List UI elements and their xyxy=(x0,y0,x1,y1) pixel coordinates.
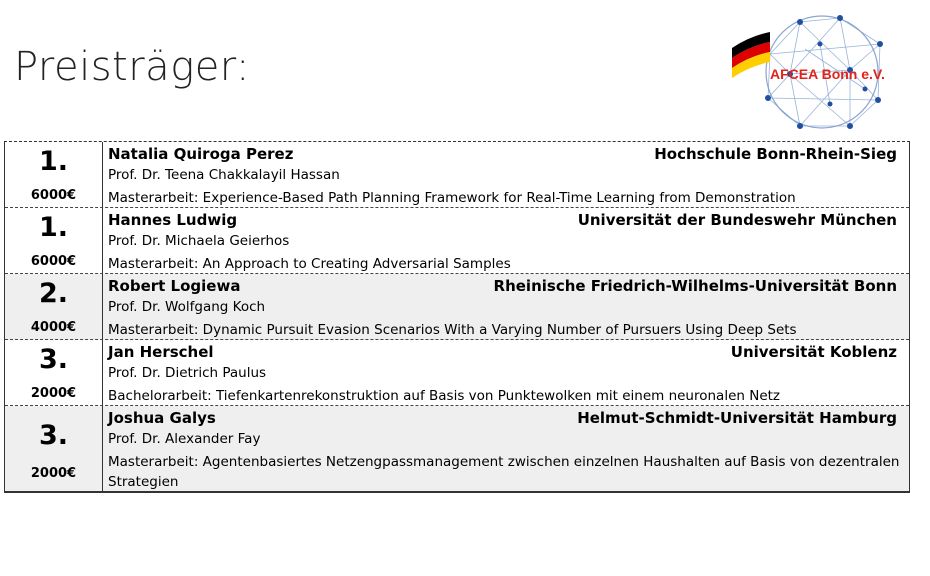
logo-text: AFCEA Bonn e.V. xyxy=(770,66,885,82)
winner-name: Jan Herschel xyxy=(108,343,214,361)
rank-cell xyxy=(5,274,103,339)
prize-amount: 4000€ xyxy=(30,320,77,335)
afcea-logo xyxy=(730,14,920,134)
rank-cell xyxy=(5,208,103,273)
winners-table xyxy=(4,141,910,493)
rank-cell xyxy=(5,142,103,207)
university-name: Hochschule Bonn-Rhein-Sieg xyxy=(654,145,897,163)
university-name: Universität der Bundeswehr München xyxy=(577,211,897,229)
advisor-name: Prof. Dr. Dietrich Paulus xyxy=(108,365,267,381)
thesis-title: Masterarbeit: Experience-Based Path Planning Framework for Real-Time Learning from Demonstration xyxy=(108,190,796,206)
page-title: Preisträger: xyxy=(14,44,251,90)
prize-amount: 2000€ xyxy=(30,386,77,401)
advisor-name: Prof. Dr. Michaela Geierhos xyxy=(108,233,290,249)
university-name: Universität Koblenz xyxy=(730,343,897,361)
thesis-title: Masterarbeit: Agentenbasiertes Netzengpassmanagement zwischen einzelnen Haushalten auf Basis von dezentralen Strategien xyxy=(108,454,900,490)
info-cell xyxy=(103,340,909,405)
info-cell xyxy=(103,142,909,207)
thesis-title: Bachelorarbeit: Tiefenkartenrekonstruktion auf Basis von Punktewolken mit einem neuronalen Netz xyxy=(108,388,781,404)
advisor-name: Prof. Dr. Teena Chakkalayil Hassan xyxy=(108,167,340,183)
prize-amount: 2000€ xyxy=(30,466,77,481)
rank-cell xyxy=(5,406,103,491)
prize-amount: 6000€ xyxy=(30,188,77,203)
thesis-title: Masterarbeit: Dynamic Pursuit Evasion Scenarios With a Varying Number of Pursuers Using Deep Sets xyxy=(108,322,797,338)
rank-cell xyxy=(5,340,103,405)
winner-name: Natalia Quiroga Perez xyxy=(108,145,294,163)
place-label: 2. xyxy=(38,278,69,309)
info-cell xyxy=(103,208,909,273)
university-name: Helmut-Schmidt-Universität Hamburg xyxy=(577,409,897,427)
university-name: Rheinische Friedrich-Wilhelms-Universität Bonn xyxy=(493,277,897,295)
winner-row xyxy=(5,208,909,274)
german-flag-icon xyxy=(732,32,770,78)
info-cell xyxy=(103,406,909,491)
place-label: 3. xyxy=(38,344,69,375)
advisor-name: Prof. Dr. Alexander Fay xyxy=(108,431,261,447)
winner-name: Robert Logiewa xyxy=(108,277,241,295)
advisor-name: Prof. Dr. Wolfgang Koch xyxy=(108,299,266,315)
winner-row xyxy=(5,340,909,406)
prize-amount: 6000€ xyxy=(30,254,77,269)
winner-row xyxy=(5,142,909,208)
place-label: 1. xyxy=(38,212,69,243)
place-label: 3. xyxy=(38,420,69,451)
place-label: 1. xyxy=(38,146,69,177)
winner-name: Joshua Galys xyxy=(108,409,216,427)
thesis-title: Masterarbeit: An Approach to Creating Adversarial Samples xyxy=(108,256,511,272)
winner-row xyxy=(5,274,909,340)
info-cell xyxy=(103,274,909,339)
winner-name: Hannes Ludwig xyxy=(108,211,238,229)
winner-row xyxy=(5,406,909,492)
